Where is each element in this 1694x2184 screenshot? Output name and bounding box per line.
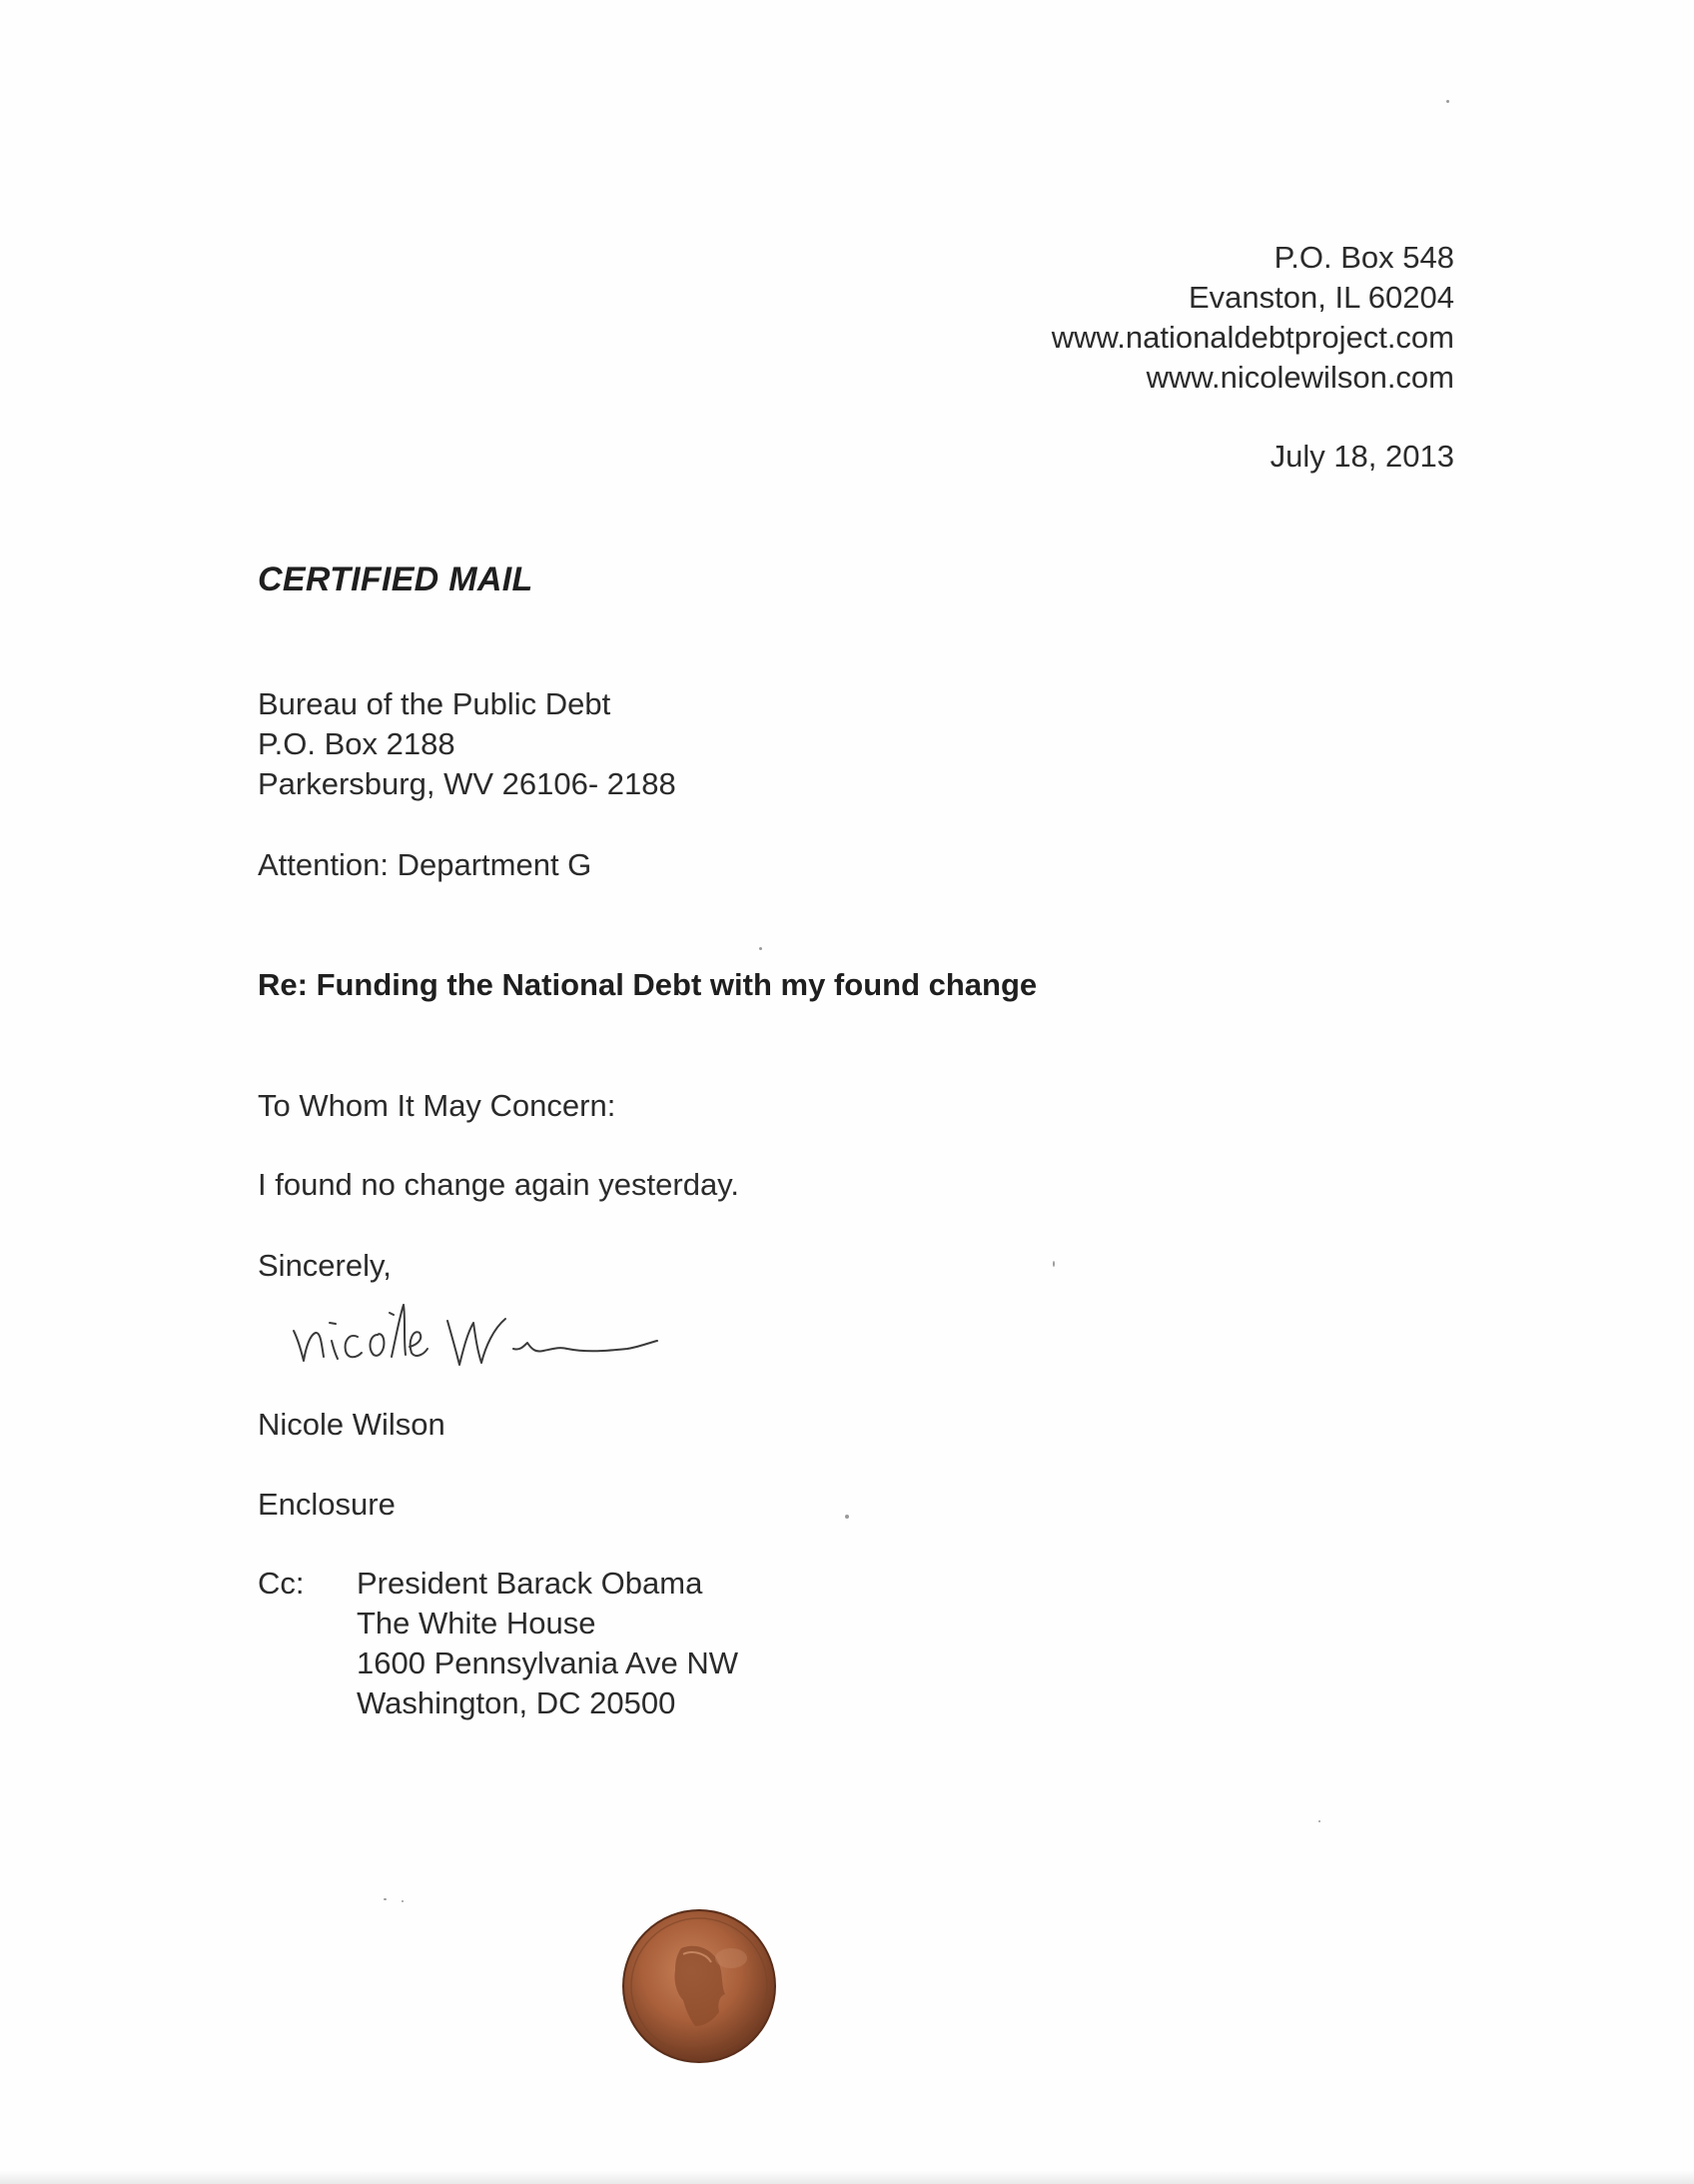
scan-speck	[759, 947, 762, 950]
closing: Sincerely,	[258, 1248, 392, 1283]
recipient-city: Parkersburg, WV 26106- 2188	[258, 766, 676, 801]
cc-name: President Barack Obama	[357, 1566, 703, 1601]
sender-po-box: P.O. Box 548	[1273, 240, 1454, 275]
recipient-name: Bureau of the Public Debt	[258, 686, 611, 721]
scan-speck	[1446, 100, 1449, 103]
scan-speck	[1318, 1820, 1320, 1822]
signature-icon	[288, 1269, 707, 1379]
sender-website-2: www.nicolewilson.com	[1146, 360, 1454, 395]
cc-city: Washington, DC 20500	[357, 1685, 676, 1720]
letter-body: I found no change again yesterday.	[258, 1167, 739, 1202]
scan-speck	[402, 1900, 404, 1902]
sender-city: Evanston, IL 60204	[1189, 280, 1454, 315]
attention-line: Attention: Department G	[258, 847, 592, 882]
subject-line: Re: Funding the National Debt with my found change	[258, 967, 1038, 1002]
sender-address	[1052, 238, 1454, 398]
cc-address	[357, 1564, 738, 1723]
scan-bottom-edge	[0, 2170, 1694, 2184]
signer-name: Nicole Wilson	[258, 1407, 445, 1442]
enclosure-note: Enclosure	[258, 1487, 396, 1522]
recipient-address	[258, 684, 676, 804]
scan-speck	[845, 1515, 849, 1519]
recipient-po-box: P.O. Box 2188	[258, 726, 455, 761]
scan-speck	[1053, 1261, 1055, 1267]
scan-speck	[384, 1898, 387, 1900]
cc-building: The White House	[357, 1606, 596, 1640]
sender-website-1: www.nationaldebtproject.com	[1051, 320, 1454, 355]
cc-street: 1600 Pennsylvania Ave NW	[357, 1645, 738, 1680]
cc-label: Cc:	[258, 1566, 305, 1601]
letter-date: July 18, 2013	[1270, 439, 1454, 474]
penny-coin-icon	[621, 1908, 777, 2064]
certified-mail-heading: CERTIFIED MAIL	[258, 560, 533, 598]
salutation: To Whom It May Concern:	[258, 1088, 616, 1123]
